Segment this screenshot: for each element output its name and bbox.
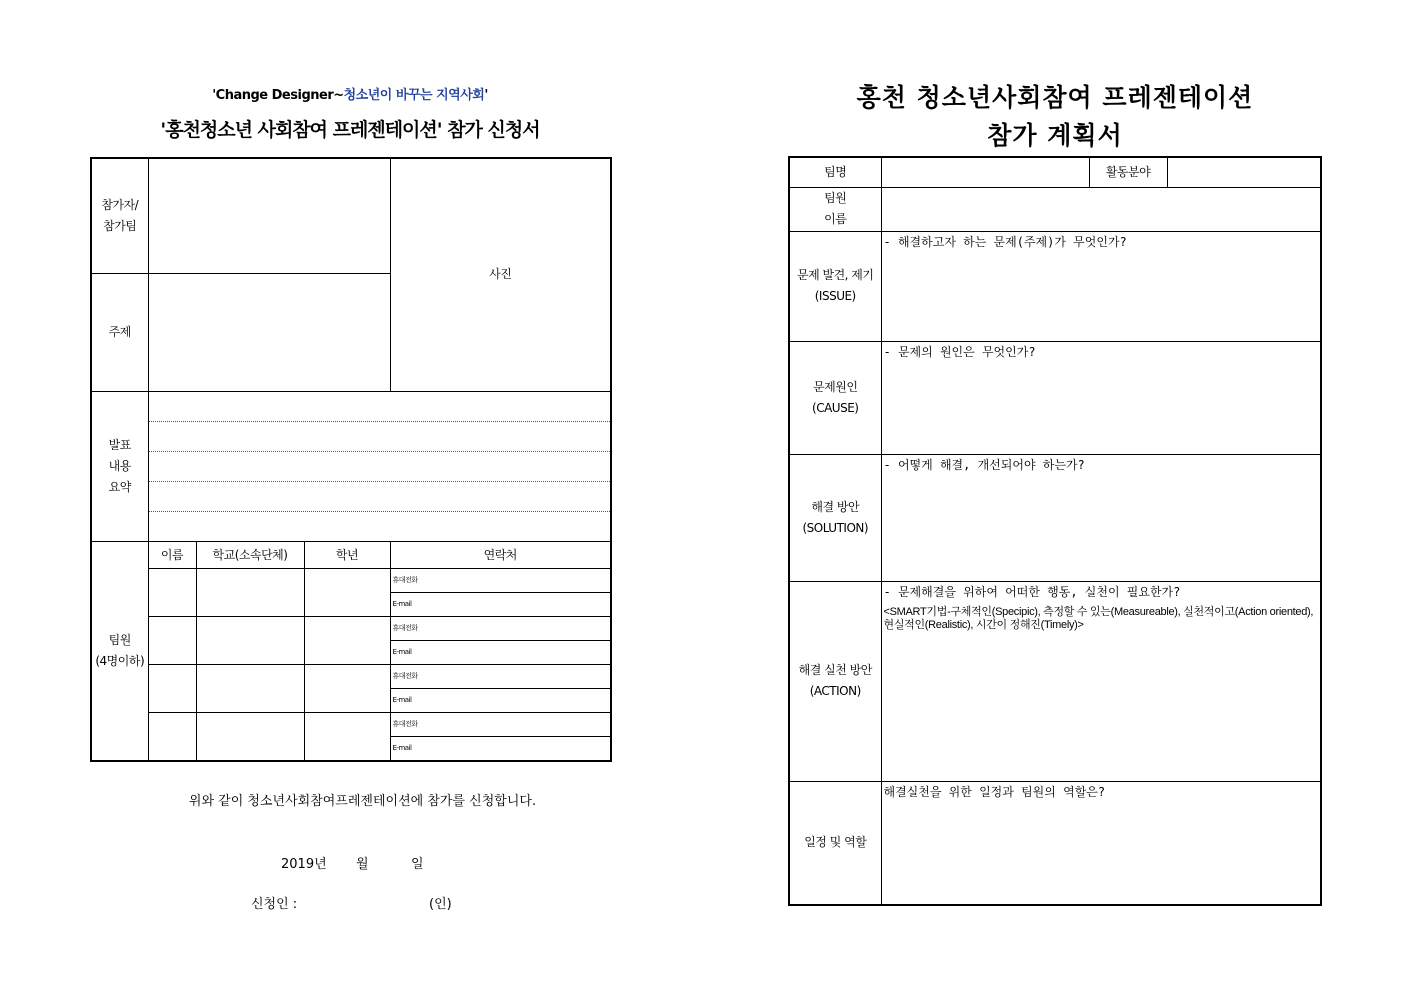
member-name-field[interactable] [148, 664, 196, 712]
issue-field[interactable] [881, 231, 1321, 341]
member-grade-field[interactable] [304, 616, 390, 664]
participant-field[interactable] [148, 158, 390, 273]
summary-line [149, 422, 611, 452]
solution-prompt: - 어떻게 해결, 개선되어야 하는가? [883, 457, 1085, 472]
seal-label: (인) [429, 897, 452, 912]
application-form-title: '홍천청소년 사회참여 프레젠테이션' 참가 신청서 [160, 119, 540, 141]
topic-field[interactable] [148, 273, 390, 391]
summary-label [91, 391, 148, 541]
solution-label-line1: 해결 방안 [811, 499, 860, 514]
member-label-line2: 이름 [824, 212, 847, 226]
member-grade-field[interactable] [304, 712, 390, 761]
applicant-label: 신청인 : [251, 897, 298, 912]
cause-prompt: - 문제의 원인은 무엇인가? [883, 344, 1036, 359]
issue-prompt: - 해결하고자 하는 문제(주제)가 무엇인가? [883, 234, 1127, 249]
issue-label-line2: (ISSUE) [814, 289, 856, 303]
application-form-table [90, 157, 612, 762]
plan-title-line2: 참가 계획서 [987, 121, 1123, 150]
schedule-label: 일정 및 역할 [789, 781, 881, 905]
member-email-field[interactable]: E-mail [390, 688, 611, 712]
apply-statement: 위와 같이 청소년사회참여프레젠테이션에 참가를 신청합니다. [188, 794, 537, 809]
summary-line [149, 452, 611, 482]
solution-label [789, 454, 881, 581]
summary-label-line3: 요약 [108, 479, 131, 494]
member-grade-field[interactable] [304, 664, 390, 712]
member-phone-field[interactable]: 휴대전화 [390, 616, 611, 640]
member-school-field[interactable] [196, 712, 304, 761]
cause-label-line1: 문제원인 [813, 379, 858, 394]
cause-field[interactable] [881, 341, 1321, 454]
summary-label-line1: 발표 [108, 437, 131, 452]
summary-line [149, 512, 611, 541]
signature-line [251, 893, 452, 912]
member-phone-field[interactable]: 휴대전화 [390, 712, 611, 736]
summary-line [149, 392, 611, 422]
cause-label [789, 341, 881, 454]
action-label-line1: 해결 실천 방안 [798, 663, 872, 677]
member-grade-field[interactable] [304, 568, 390, 616]
plan-title-line1: 홍천 청소년사회참여 프레젠테이션 [856, 83, 1254, 112]
member-name-field[interactable] [148, 616, 196, 664]
action-label-line2: (ACTION) [809, 684, 861, 698]
schedule-field[interactable] [881, 781, 1321, 905]
action-label [789, 581, 881, 781]
member-phone-field[interactable]: 휴대전화 [390, 664, 611, 688]
team-name-label: 팀명 [789, 157, 881, 187]
team-members-field[interactable] [881, 187, 1321, 231]
date-month: 월 [356, 857, 369, 872]
member-name-field[interactable] [148, 568, 196, 616]
member-name-field[interactable] [148, 712, 196, 761]
issue-label-line1: 문제 발견, 제기 [797, 268, 874, 282]
activity-field[interactable] [1167, 157, 1321, 187]
participant-label [91, 158, 148, 273]
action-prompt: - 문제해결을 위하여 어떠한 행동, 실천이 필요한가? [883, 584, 1181, 599]
member-label-line1: 팀원 [824, 191, 847, 205]
participant-label-line1: 참가자/ [101, 197, 139, 212]
smart-guide: <SMART기법-구체적인(Specipic), 측정할 수 있는(Measureable), 실천적이고(Action oriented), 현실적인(Realistic), 시간이 정해진(Timely)> [883, 605, 1314, 631]
subtitle-suffix: ' [484, 88, 488, 103]
topic-label: 주제 [91, 273, 148, 391]
summary-field[interactable] [148, 391, 611, 541]
team-label-line2: (4명이하) [95, 653, 145, 668]
solution-field[interactable] [881, 454, 1321, 581]
action-field[interactable] [881, 581, 1321, 781]
team-label-line1: 팀원 [108, 632, 131, 647]
member-school-field[interactable] [196, 568, 304, 616]
team-members-label [91, 541, 148, 761]
schedule-prompt: 해결실천을 위한 일정과 팀원의 역할은? [883, 784, 1106, 799]
team-members-label [789, 187, 881, 231]
header-contact: 연락처 [390, 541, 611, 568]
photo-box[interactable] [390, 158, 611, 391]
summary-line [149, 482, 611, 512]
date-day: 일 [411, 857, 424, 872]
cause-label-line2: (CAUSE) [812, 400, 859, 415]
subtitle-prefix: 'Change Designer~ [212, 88, 344, 103]
solution-label-line2: (SOLUTION) [802, 520, 869, 535]
plan-form-table [788, 156, 1322, 906]
date-year: 2019년 [281, 857, 327, 872]
member-phone-field[interactable]: 휴대전화 [390, 568, 611, 592]
member-school-field[interactable] [196, 616, 304, 664]
form-subtitle [90, 84, 610, 103]
member-email-field[interactable]: E-mail [390, 640, 611, 664]
summary-label-line2: 내용 [108, 458, 131, 473]
member-school-field[interactable] [196, 664, 304, 712]
team-name-field[interactable] [881, 157, 1089, 187]
date-line [281, 853, 424, 872]
subtitle-highlight: 청소년이 바꾸는 지역사회 [343, 88, 485, 103]
issue-label [789, 231, 881, 341]
participant-label-line2: 참가팀 [103, 218, 137, 233]
header-name: 이름 [148, 541, 196, 568]
member-email-field[interactable]: E-mail [390, 592, 611, 616]
member-email-field[interactable]: E-mail [390, 736, 611, 761]
header-school: 학교(소속단체) [196, 541, 304, 568]
header-grade: 학년 [304, 541, 390, 568]
activity-field-label: 활동분야 [1089, 157, 1167, 187]
photo-label: 사진 [489, 267, 512, 282]
